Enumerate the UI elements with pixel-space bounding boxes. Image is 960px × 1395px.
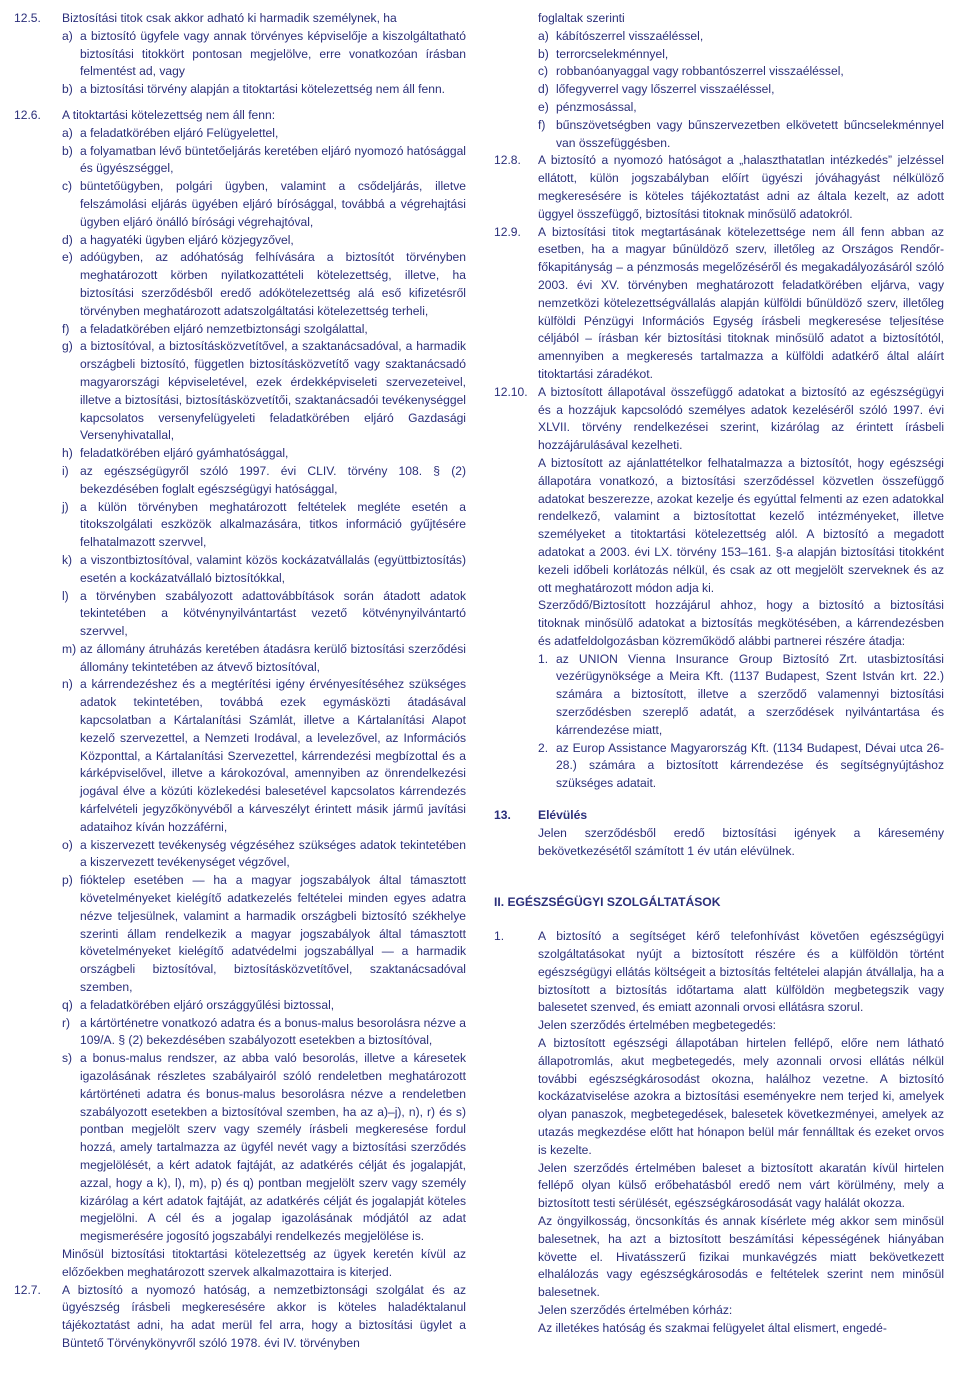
paragraph: Jelen szerződés értelmében megbetegedés: bbox=[538, 1018, 776, 1033]
continuation-intro: foglaltak szerinti bbox=[538, 11, 625, 25]
list-item: i) az egészségügyről szóló 1997. évi CLIV. törvény 108. § (2) bekezdésében foglalt egészségügyi hatósággal, bbox=[62, 463, 466, 496]
section-number: 12.9. bbox=[494, 224, 521, 239]
paragraph: Az öngyilkosság, öncsonkítás és annak kísérlete még akkor sem minősül balesetnek, ha azt a biztosított beszámítási képességének hiányában követte el. Hivatásszerű fizikai munkavégzés miatt bekövetkezett elhalálozás vagy egészségkárosodás e feltételek szerint nem minősül balesetnek. bbox=[538, 1214, 944, 1300]
list-item: b) a biztosítási törvény alapján a titoktartási kötelezettség nem áll fenn. bbox=[62, 82, 446, 97]
list-item: o) a kiszervezett tevékenység végzéséhez szükséges adatok tekintetében a kiszervezett tevékenységet végzővel, bbox=[62, 837, 466, 870]
list-item: e) adóügyben, az adóhatóság felhívására a biztosítót törvényben meghatározott körben nyilatkozattételi kötelezettség, illetve, ha biztosítási szerződésből eredő adókötelezettség alá eső kifizetésről törvényben meghatározott adatszolgáltatási kötelezettség terheli, bbox=[62, 250, 466, 318]
paragraph: A biztosított egészségi állapotában hirtelen fellépő, előre nem látható állapotromlás, akut megbetegedés, mely azonnali orvosi ellátás nélkül további egészségkárosodást okozna, halálhoz vezetne. A biztosító kockázatviselése azokra a biztosítási eseményekre nem terjed ki, amelyek olyan panaszok, megbetegedések, balesetek következményei, amelyek az utazás megkezdése előtt hat hónapon belül már fennálltak és ezeket orvos is kezelte. bbox=[538, 1036, 944, 1157]
section-ii-1 bbox=[494, 928, 944, 1337]
item-list bbox=[62, 28, 466, 99]
list-item: l) a törvényben szabályozott adattovábbítások során átadott adatok tekintetében a kötvénynyilvántartást vezető kötvénynyilvántartó szervvel, bbox=[62, 588, 466, 639]
list-item: a) a feladatkörében eljáró Felügyelettel, bbox=[62, 125, 279, 140]
section-text: A biztosító a nyomozó hatóságot a „halaszthatatlan intézkedés” jelzéssel ellátott, külön jogszabályban előírt ügyészi jóváhagyást nélkülöző megkeresésére is köteles tájékoztatást adni az általa kezelt, az adott üggyel összefüggő, biztosítási titoknak minősülő adatokról. bbox=[538, 153, 944, 221]
section-number: 13. bbox=[494, 808, 511, 823]
section-12-7 bbox=[14, 1282, 466, 1353]
section-12-5 bbox=[14, 10, 466, 99]
section-number: 12.7. bbox=[14, 1282, 41, 1297]
list-item: m) az állomány átruházás keretében átadásra kerülő biztosítási szerződési állomány tekintetében az átvevő biztosítóval, bbox=[62, 641, 466, 674]
section-12-10 bbox=[494, 384, 944, 793]
section-12-6 bbox=[14, 107, 466, 1282]
list-item: a) a biztosító ügyfele vagy annak törvényes képviselője a kiszolgáltatható biztosítási titokkört pontosan megjelölve, erre vonatkozóan írásban felmentést ad, vagy bbox=[62, 28, 466, 79]
right-column bbox=[494, 10, 944, 1338]
section-text: A titoktartási kötelezettség nem áll fenn: bbox=[62, 107, 276, 122]
list-item: 2. az Europ Assistance Magyarország Kft. (1134 Budapest, Dévai utca 26-28.) számára a biztosított kárrendezése és segítségnyújtáshoz szükséges adatait. bbox=[538, 740, 944, 791]
paragraph: Jelen szerződés értelmében kórház: bbox=[538, 1302, 733, 1317]
paragraph: A biztosított az ajánlattételkor felhatalmazza a biztosítót, hogy egészségi állapotára vonatkozó, a biztosítási szerződéssel közvetlen összefüggő adatokat beszerezze, azokat kezelje és egyúttal felmenti az ezen adatokkal rendelkező, valamint a biztosítottat kezelő intézményeket, illetve személyeket a titoktartási kötelezettség alól. A biztosító a megadott adatokat a 2003. évi LX. törvény 153–161. §-a alapján biztosítási titokként kezeli időbeli korlátozás nélkül, és csak az ott megjelölt szerveknek és az ott meghatározott módon adja ki. bbox=[538, 455, 944, 595]
section-text: A biztosító a nyomozó hatóság, a nemzetbiztonsági szolgálat és az ügyészség írásbeli megkeresésére akkor is köteles haladéktalanul tájékoztatást adni, ha adat merül fel arra, hogy a biztosítási ügylet a Büntető Törvénykönyvről szóló 1978. évi IV. törvényben bbox=[62, 1282, 466, 1350]
section-12-9 bbox=[494, 224, 944, 384]
list-item: q) a feladatkörében eljáró országgyűlési biztossal, bbox=[62, 997, 335, 1012]
list-item: s) a bonus-malus rendszer, az abba való besorolás, illetve a káresetek igazolásának részletes szabályairól szóló rendeletben meghatározott kártörténeti adatra és bonus-malus besorolásra nézve a rendeletben szabályozott esetekben a biztosítóval szemben, ha az a)–j), n), r) és s) pontban megjelölt szerv vagy személy írásbeli megkeresése fordul hozzá, amely tartalmazza az ügyfél nevét vagy a biztosítási szerződés megjelölését, a kért adatok fajtáját, az adatkérés célját és jogalapját, azzal, hogy a k), l), m), p) és q) pontban megjelölt szerv vagy személy kizárólag a kért adatok fajtáját, az adatkérés célját és jogalapját köteles megjelölni. A cél és a jogalap igazolásának módjától az adat megismerésére jogosító jogszabályi rendelkezés megjelölése is. bbox=[62, 1051, 466, 1244]
section-number: 12.10. bbox=[494, 384, 528, 399]
section-number: 12.6. bbox=[14, 107, 41, 122]
section-12-8 bbox=[494, 152, 944, 223]
list-item: e) pénzmosással, bbox=[538, 99, 637, 114]
list-item: c) robbanóanyaggal vagy robbantószerrel visszaéléssel, bbox=[538, 64, 844, 79]
list-item: p) fióktelep esetében — ha a magyar jogszabályok által támasztott követelményeket kielégítő adatkezelés feltételei minden egyes adatra nézve teljesülnek, valamint a harmadik országbeli biztosító székhelye szerinti állam rendelkezik a magyar jogszabályok által támasztott követelményeket kielégítő adatvédelmi jogszabállyal — a harmadik országbeli biztosítóval, biztosításközvetítővel, szaktanácsadóval szemben, bbox=[62, 873, 466, 995]
list-item: j) a külön törvényben meghatározott feltételek megléte esetén a titokszolgálati eszközök alkalmazására, titkos információ gyűjtésére felhatalmazott szervvel, bbox=[62, 499, 466, 550]
paragraph: Jelen szerződés értelmében baleset a biztosított akaratán kívül hirtelen fellépő olyan külső erőbehatásból eredő nem várt körülmény, mely a biztosított testi sérülését, egészségkárosodását vagy halálát okozza. bbox=[538, 1160, 944, 1211]
list-item: c) büntetőügyben, polgári ügyben, valamint a csődeljárás, illetve felszámolási eljárás ügyében eljáró bírósággal, továbbá a végrehajtási ügyben eljáró önálló bírósági végrehajtóval, bbox=[62, 179, 466, 229]
list-item: k) a viszontbiztosítóval, valamint közös kockázatvállalás (együttbiztosítás) esetén a kockázatvállaló biztosítókkal, bbox=[62, 552, 466, 585]
paragraph: A biztosított állapotával összefüggő adatokat a biztosító az egészségügyi és a hozzájuk kapcsolódó személyes adatok kezeléséről szóló 1997. évi XLVII. törvény rendelkezései szerint, kizárólag az érintett írásbeli hozzájárulásával kezelheti. bbox=[538, 384, 944, 453]
section-text: Biztosítási titok csak akkor adható ki harmadik személynek, ha bbox=[62, 11, 397, 25]
list-item: a) kábítószerrel visszaéléssel, bbox=[538, 28, 704, 43]
list-item: g) a biztosítóval, a biztosításközvetítővel, a szaktanácsadóval, a harmadik országbeli biztosító, független biztosításközvetítő vagy szaktanácsadó magyarországi képviseletével, ezek érdekképviseleti szervezeteivel, illetve a biztosítási, biztosításközvetítői, szaktanácsadói tevékenységgel kapcsolatos versenyfelügyeleti feladatkörében eljáró Gazdasági Versenyhivatallal, bbox=[62, 339, 466, 443]
section-text: A biztosítási titok megtartásának kötelezettsége nem áll fenn abban az esetben, ha a magyar bűnüldöző szerv, illetőleg az Országos Rendőr-főkapitányság – a pénzmosás megelőzéséről és megakadályozásáról szóló 2003. évi XV. törvényben meghatározott feladatkörében eljárva, vagy nemzetközi kötelezettségvállalás alapján külföldi bűnüldöző szerv, illetőleg külföldi Pénzügyi Információs Egység írásbeli megkeresése teljesítése céljából – írásban kér biztosítási titoknak minősülő adatot a biztosítótól, amennyiben a megkeresés tartalmazza a külföldi adatkérő által aláírt titoktartási záradékot. bbox=[538, 224, 944, 381]
paragraph: A biztosító a segítséget kérő telefonhívást követően egészségügyi szolgáltatásokat nyújt a biztosított részére és a külföldön történt egészségügyi ellátás költségeit a biztosítás feltételei alapján átvállalja, ha a biztosított a biztosítás időtartama alatt külföldön megbetegszik vagy balesetet szenved, és emiatt azonnali orvosi ellátásra szorul. bbox=[538, 929, 944, 1015]
section-13 bbox=[494, 807, 944, 860]
paragraph: Szerződő/Biztosított hozzájárul ahhoz, hogy a biztosító a biztosítási titoknak minősülő adatokat a biztosítás megkötésében, a kárrendezésben és adatfeldolgozásban közreműködő alábbi partnerei részére átadja: bbox=[538, 598, 944, 648]
list-item: f) bűnszövetségben vagy bűnszervezetben elkövetett bűncselekménnyel van összefüggésben. bbox=[538, 117, 944, 150]
section-text: Jelen szerződésből eredő biztosítási igények a káresemény bekövetkezésétől számított 1 év után elévülnek. bbox=[538, 825, 944, 858]
list-item: n) a kárrendezéshez és a megtérítési igény érvényesítéséhez szükséges adatok tekintetében, továbbá ezek egymásközti átadásával kapcsolatban a Kártalanítási Számlát, illetve a Kártalanítási Alapot kezelő szervezettel, a Nemzeti Irodával, a levelezővel, az Információs Központtal, a Kártalanítási Szervezettel, kárrendezési megbízottal és a kárképviselővel, illetve a károkozóval, amennyiben az önrendelkezési jogával élve a közúti közlekedési balesetével kapcsolatos kárrendezés kárfelvételi jegyzőkönyvéből a kárveszélyt érintett másik jármű javítási adataihoz kíván hozzáférni, bbox=[62, 677, 466, 834]
list-item: d) a hagyatéki ügyben eljáró közjegyzővel, bbox=[62, 232, 294, 247]
list-item: h) feladatkörében eljáró gyámhatósággal, bbox=[62, 446, 289, 461]
paragraph: Az illetékes hatóság és szakmai felügyelet által elismert, engedé- bbox=[538, 1320, 887, 1335]
section-number: 12.8. bbox=[494, 153, 521, 168]
section-heading: Elévülés bbox=[538, 808, 588, 823]
continuation bbox=[538, 10, 944, 152]
section-number: 1. bbox=[494, 929, 505, 944]
closing-paragraph: Minősül biztosítási titoktartási kötelezettség az ügyek keretén kívül az előzőekben meghatározott szervek alkalmazottaira is kiterjed. bbox=[62, 1246, 466, 1279]
list-item: b) a folyamatban lévő büntetőeljárás keretében eljáró nyomozó hatósággal és ügyészséggel, bbox=[62, 143, 466, 176]
chapter-heading: II. EGÉSZSÉGÜGYI SZOLGÁLTATÁSOK bbox=[494, 895, 721, 910]
item-list bbox=[62, 125, 466, 1246]
list-item: b) terrorcselekménnyel, bbox=[538, 46, 669, 61]
list-item: f) a feladatkörében eljáró nemzetbiztonsági szolgálattal, bbox=[62, 321, 368, 336]
section-number: 12.5. bbox=[14, 11, 41, 25]
list-item: 1. az UNION Vienna Insurance Group Biztosító Zrt. utasbiztosítási vezérügynöksége a Meira Kft. (1137 Budapest, Szent István krt. 22.) számára a biztosított, illetve a szerződő valamennyi biztosítási szerződésben szereplő adatát, a szerződések nyilvántartása és kárrendezése miatt, bbox=[538, 651, 944, 737]
list-item: d) lőfegyverrel vagy lőszerrel visszaéléssel, bbox=[538, 82, 775, 97]
left-column bbox=[14, 10, 466, 1353]
list-item: r) a kártörténetre vonatkozó adatra és a bonus-malus besorolásra nézve a 109/A. § (2) bekezdésében szabályozott esetekben a biztosítóval, bbox=[62, 1015, 466, 1048]
